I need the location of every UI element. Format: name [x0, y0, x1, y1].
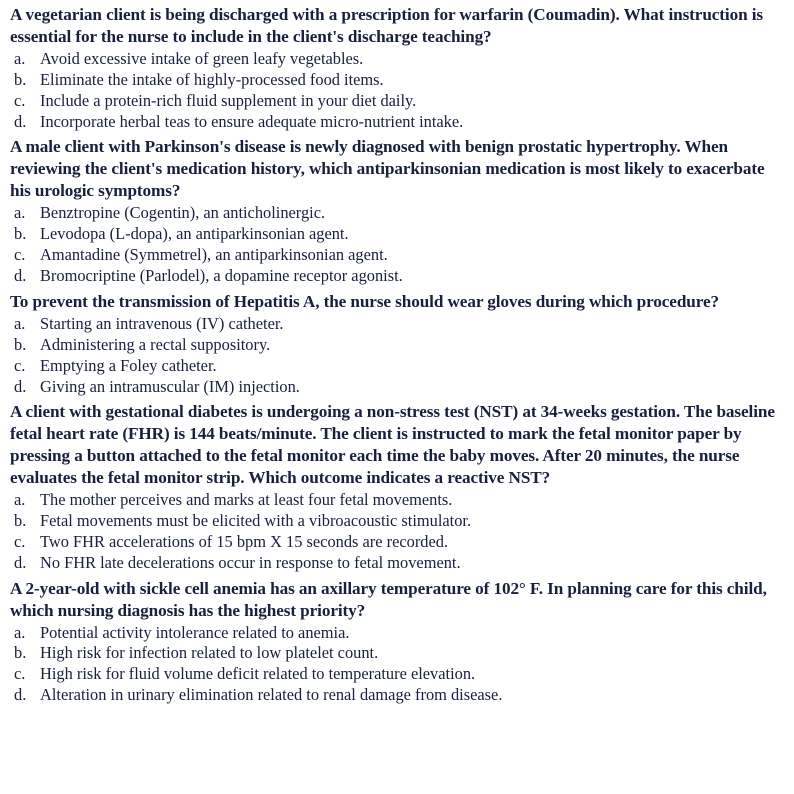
- option-letter: d.: [14, 376, 27, 396]
- option-text: Two FHR accelerations of 15 bpm X 15 seconds are recorded.: [40, 531, 449, 551]
- list-item: [10, 664, 776, 685]
- option-text: Incorporate herbal teas to ensure adequate micro-nutrient intake.: [40, 111, 464, 131]
- list-item: [10, 685, 776, 706]
- option-letter: a.: [14, 490, 26, 510]
- option-text: Giving an intramuscular (IM) injection.: [40, 376, 300, 396]
- question-stem: To prevent the transmission of Hepatitis A, the nurse should wear gloves during which procedure?: [10, 291, 719, 311]
- list-item: [10, 70, 776, 91]
- list-item: [10, 623, 776, 644]
- option-letter: a.: [14, 622, 26, 642]
- option-letter: c.: [14, 245, 26, 265]
- question-stem: A male client with Parkinson's disease is newly diagnosed with benign prostatic hypertrophy. When reviewing the client's medication history, which antiparkinsonian medication is most likely to exacerbate his urologic symptoms?: [10, 137, 765, 201]
- option-list: [10, 203, 776, 287]
- option-letter: d.: [14, 685, 27, 705]
- option-text: High risk for infection related to low platelet count.: [40, 643, 379, 663]
- option-text: Levodopa (L-dopa), an antiparkinsonian agent.: [40, 224, 349, 244]
- list-item: [10, 112, 776, 133]
- question-block: [10, 401, 776, 573]
- option-list: [10, 623, 776, 707]
- list-item: [10, 511, 776, 532]
- option-text: No FHR late decelerations occur in response to fetal movement.: [40, 552, 461, 572]
- option-text: Avoid excessive intake of green leafy vegetables.: [40, 48, 364, 68]
- option-letter: c.: [14, 531, 26, 551]
- option-letter: c.: [14, 90, 26, 110]
- option-text: Fetal movements must be elicited with a vibroacoustic stimulator.: [40, 511, 472, 530]
- list-item: [10, 224, 776, 245]
- list-item: [10, 314, 776, 335]
- option-letter: b.: [14, 334, 27, 354]
- option-text: Administering a rectal suppository.: [40, 334, 271, 354]
- question-block: [10, 578, 776, 706]
- option-text: Alteration in urinary elimination related to renal damage from disease.: [40, 685, 503, 705]
- list-item: [10, 490, 776, 511]
- option-text: Benztropine (Cogentin), an anticholinergic.: [40, 203, 326, 223]
- option-text: Emptying a Foley catheter.: [40, 355, 217, 375]
- list-item: [10, 266, 776, 287]
- option-letter: b.: [14, 69, 27, 89]
- option-text: Bromocriptine (Parlodel), a dopamine receptor agonist.: [40, 265, 403, 285]
- option-text: Include a protein-rich fluid supplement in your diet daily.: [40, 90, 417, 110]
- option-text: Amantadine (Symmetrel), an antiparkinsonian agent.: [40, 245, 388, 265]
- option-letter: a.: [14, 48, 26, 68]
- option-list: [10, 490, 776, 574]
- option-letter: d.: [14, 265, 27, 285]
- option-letter: b.: [14, 511, 27, 530]
- question-block: [10, 291, 776, 398]
- question-stem: A 2-year-old with sickle cell anemia has an axillary temperature of 102° F. In planning care for this child, which nursing diagnosis has the highest priority?: [10, 578, 767, 620]
- option-letter: d.: [14, 111, 27, 131]
- option-text: Potential activity intolerance related to anemia.: [40, 622, 350, 642]
- question-block: [10, 4, 776, 132]
- option-letter: c.: [14, 355, 26, 375]
- option-list: [10, 314, 776, 398]
- option-list: [10, 49, 776, 133]
- list-item: [10, 245, 776, 266]
- option-letter: a.: [14, 203, 26, 223]
- list-item: [10, 553, 776, 574]
- list-item: [10, 335, 776, 356]
- question-stem: A client with gestational diabetes is undergoing a non-stress test (NST) at 34-weeks gestation. The baseline fetal heart rate (FHR) is 144 beats/minute. The client is instructed to mark the fetal monitor paper by pressing a button attached to the fetal monitor each time the baby moves. After 20 minutes, the nurse evaluates the fetal monitor strip. Which outcome indicates a reactive NST?: [10, 402, 775, 488]
- option-letter: c.: [14, 664, 26, 684]
- option-text: Starting an intravenous (IV) catheter.: [40, 313, 284, 333]
- question-block: [10, 136, 776, 286]
- list-item: [10, 643, 776, 664]
- list-item: [10, 91, 776, 112]
- option-letter: a.: [14, 313, 26, 333]
- list-item: [10, 203, 776, 224]
- question-stem: A vegetarian client is being discharged with a prescription for warfarin (Coumadin). What instruction is essential for the nurse to include in the client's discharge teaching?: [10, 5, 764, 46]
- list-item: [10, 49, 776, 70]
- list-item: [10, 356, 776, 377]
- option-text: The mother perceives and marks at least four fetal movements.: [40, 490, 453, 510]
- option-letter: d.: [14, 552, 27, 572]
- option-letter: b.: [14, 643, 27, 663]
- option-text: Eliminate the intake of highly-processed food items.: [40, 69, 384, 89]
- list-item: [10, 532, 776, 553]
- list-item: [10, 377, 776, 398]
- option-letter: b.: [14, 224, 27, 244]
- option-text: High risk for fluid volume deficit related to temperature elevation.: [40, 664, 476, 684]
